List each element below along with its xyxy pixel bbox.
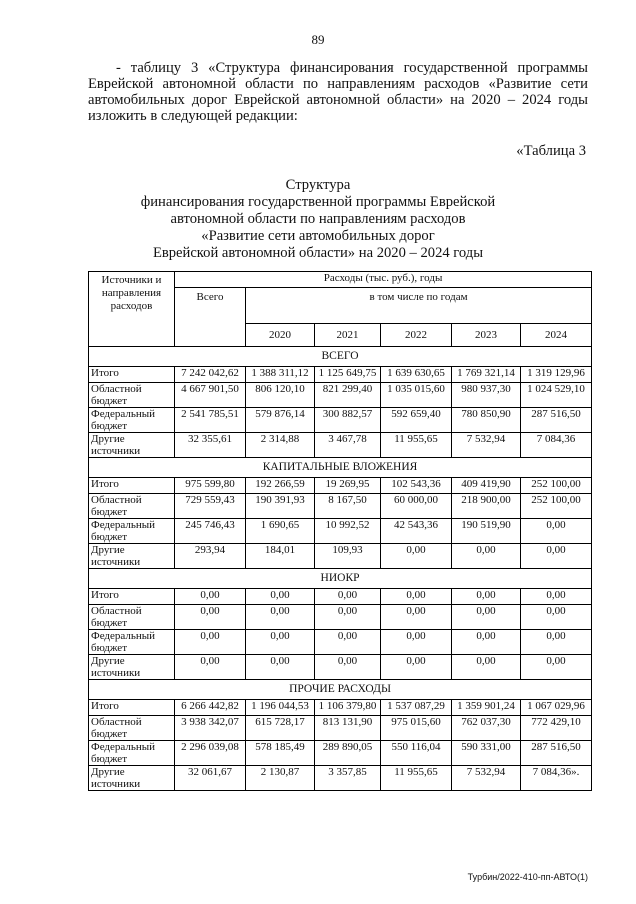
cell-value: 287 516,50 [521, 741, 592, 766]
table-title [0, 177, 636, 262]
cell-value: 1 639 630,65 [381, 367, 452, 383]
cell-value: 0,00 [315, 605, 381, 630]
cell-value: 0,00 [452, 605, 521, 630]
cell-value: 190 391,93 [246, 494, 315, 519]
cell-value: 10 992,52 [315, 519, 381, 544]
cell-value: 6 266 442,82 [175, 700, 246, 716]
table-row [89, 741, 592, 766]
table-row [89, 494, 592, 519]
cell-value: 1 319 129,96 [521, 367, 592, 383]
section-title: ВСЕГО [89, 347, 592, 367]
row-label: Другие источники [89, 766, 175, 791]
cell-value: 0,00 [381, 544, 452, 569]
cell-value: 1 690,65 [246, 519, 315, 544]
header-year: 2021 [315, 324, 381, 347]
cell-value: 1 537 087,29 [381, 700, 452, 716]
cell-value: 0,00 [246, 605, 315, 630]
row-label: Областной бюджет [89, 605, 175, 630]
cell-value: 806 120,10 [246, 383, 315, 408]
cell-value: 0,00 [315, 630, 381, 655]
cell-value: 729 559,43 [175, 494, 246, 519]
table-row [89, 433, 592, 458]
row-label: Другие источники [89, 433, 175, 458]
cell-value: 0,00 [452, 655, 521, 680]
cell-value: 550 116,04 [381, 741, 452, 766]
cell-value: 590 331,00 [452, 741, 521, 766]
cell-value: 0,00 [381, 630, 452, 655]
cell-value: 975 015,60 [381, 716, 452, 741]
cell-value: 0,00 [521, 630, 592, 655]
cell-value: 592 659,40 [381, 408, 452, 433]
cell-value: 0,00 [521, 519, 592, 544]
cell-value: 1 125 649,75 [315, 367, 381, 383]
cell-value: 0,00 [521, 655, 592, 680]
cell-value: 0,00 [381, 605, 452, 630]
header-by-years: в том числе по годам [246, 288, 592, 324]
row-label: Федеральный бюджет [89, 408, 175, 433]
cell-value: 0,00 [175, 655, 246, 680]
table-row [89, 605, 592, 630]
section-title: ПРОЧИЕ РАСХОДЫ [89, 680, 592, 700]
header-sources: Источники и направления расходов [89, 272, 175, 347]
row-label: Итого [89, 367, 175, 383]
footer-doc-id: Турбин/2022-410-пп-АВТО(1) [467, 872, 588, 882]
table-row [89, 478, 592, 494]
row-label: Федеральный бюджет [89, 741, 175, 766]
cell-value: 0,00 [521, 544, 592, 569]
cell-value: 578 185,49 [246, 741, 315, 766]
row-label: Федеральный бюджет [89, 630, 175, 655]
cell-value: 3 938 342,07 [175, 716, 246, 741]
cell-value: 252 100,00 [521, 494, 592, 519]
cell-value: 762 037,30 [452, 716, 521, 741]
row-label: Итого [89, 589, 175, 605]
cell-value: 2 296 039,08 [175, 741, 246, 766]
cell-value: 1 067 029,96 [521, 700, 592, 716]
section-row [89, 458, 592, 478]
cell-value: 1 024 529,10 [521, 383, 592, 408]
cell-value: 7 532,94 [452, 766, 521, 791]
financing-table [88, 271, 592, 791]
section-row [89, 347, 592, 367]
section-row [89, 569, 592, 589]
cell-value: 579 876,14 [246, 408, 315, 433]
cell-value: 1 769 321,14 [452, 367, 521, 383]
table-row [89, 367, 592, 383]
cell-value: 1 106 379,80 [315, 700, 381, 716]
cell-value: 3 467,78 [315, 433, 381, 458]
cell-value: 980 937,30 [452, 383, 521, 408]
cell-value: 0,00 [521, 589, 592, 605]
cell-value: 1 035 015,60 [381, 383, 452, 408]
cell-value: 0,00 [246, 589, 315, 605]
cell-value: 11 955,65 [381, 433, 452, 458]
cell-value: 289 890,05 [315, 741, 381, 766]
cell-value: 2 541 785,51 [175, 408, 246, 433]
cell-value: 0,00 [246, 655, 315, 680]
cell-value: 0,00 [175, 589, 246, 605]
header-expenses: Расходы (тыс. руб.), годы [175, 272, 592, 288]
row-label: Областной бюджет [89, 716, 175, 741]
header-year: 2022 [381, 324, 452, 347]
cell-value: 0,00 [381, 655, 452, 680]
cell-value: 0,00 [452, 630, 521, 655]
cell-value: 42 543,36 [381, 519, 452, 544]
row-label: Итого [89, 478, 175, 494]
row-label: Другие источники [89, 544, 175, 569]
table-row [89, 544, 592, 569]
title-line: Структура [285, 177, 351, 193]
cell-value: 0,00 [315, 655, 381, 680]
cell-value: 2 314,88 [246, 433, 315, 458]
cell-value: 11 955,65 [381, 766, 452, 791]
title-line: автономной области по направлениям расходов [170, 211, 466, 227]
cell-value: 8 167,50 [315, 494, 381, 519]
cell-value: 615 728,17 [246, 716, 315, 741]
cell-value: 2 130,87 [246, 766, 315, 791]
page-number: 89 [311, 32, 325, 47]
header-year: 2024 [521, 324, 592, 347]
cell-value: 109,93 [315, 544, 381, 569]
section-title: НИОКР [89, 569, 592, 589]
cell-value: 32 355,61 [175, 433, 246, 458]
table-row [89, 630, 592, 655]
intro-paragraph: - таблицу 3 «Структура финансирования государственной программы Еврейской автономной области по направлениям расходов «Развитие сети автомобильных дорог Еврейской автономной области» на 2020 – 2024 годы изложить в следующей редакции: [88, 60, 588, 124]
cell-value: 1 359 901,24 [452, 700, 521, 716]
title-line: финансирования государственной программы Еврейской [140, 194, 496, 210]
cell-value: 7 084,36». [521, 766, 592, 791]
cell-value: 409 419,90 [452, 478, 521, 494]
cell-value: 293,94 [175, 544, 246, 569]
cell-value: 1 388 311,12 [246, 367, 315, 383]
table-row [89, 589, 592, 605]
cell-value: 0,00 [521, 605, 592, 630]
table-row [89, 716, 592, 741]
header-year: 2020 [246, 324, 315, 347]
table-row [89, 383, 592, 408]
title-line: «Развитие сети автомобильных дорог [201, 228, 435, 244]
cell-value: 102 543,36 [381, 478, 452, 494]
cell-value: 7 532,94 [452, 433, 521, 458]
cell-value: 19 269,95 [315, 478, 381, 494]
cell-value: 0,00 [315, 589, 381, 605]
table-row [89, 519, 592, 544]
section-title: КАПИТАЛЬНЫЕ ВЛОЖЕНИЯ [89, 458, 592, 478]
cell-value: 192 266,59 [246, 478, 315, 494]
cell-value: 0,00 [175, 630, 246, 655]
header-total: Всего [175, 288, 246, 347]
cell-value: 7 084,36 [521, 433, 592, 458]
title-line: Еврейской автономной области» на 2020 – 2024 годы [152, 245, 484, 261]
cell-value: 0,00 [452, 544, 521, 569]
row-label: Областной бюджет [89, 494, 175, 519]
cell-value: 184,01 [246, 544, 315, 569]
cell-value: 300 882,57 [315, 408, 381, 433]
cell-value: 0,00 [452, 589, 521, 605]
row-label: Другие источники [89, 655, 175, 680]
cell-value: 4 667 901,50 [175, 383, 246, 408]
row-label: Итого [89, 700, 175, 716]
cell-value: 3 357,85 [315, 766, 381, 791]
cell-value: 7 242 042,62 [175, 367, 246, 383]
cell-value: 1 196 044,53 [246, 700, 315, 716]
table-row [89, 408, 592, 433]
table-row [89, 700, 592, 716]
table-label: «Таблица 3 [516, 143, 586, 159]
cell-value: 32 061,67 [175, 766, 246, 791]
cell-value: 252 100,00 [521, 478, 592, 494]
cell-value: 287 516,50 [521, 408, 592, 433]
cell-value: 218 900,00 [452, 494, 521, 519]
cell-value: 772 429,10 [521, 716, 592, 741]
cell-value: 190 519,90 [452, 519, 521, 544]
cell-value: 245 746,43 [175, 519, 246, 544]
table-row [89, 766, 592, 791]
section-row [89, 680, 592, 700]
cell-value: 780 850,90 [452, 408, 521, 433]
cell-value: 975 599,80 [175, 478, 246, 494]
cell-value: 0,00 [381, 589, 452, 605]
table-row [89, 655, 592, 680]
cell-value: 813 131,90 [315, 716, 381, 741]
table-body [89, 347, 592, 791]
cell-value: 821 299,40 [315, 383, 381, 408]
row-label: Областной бюджет [89, 383, 175, 408]
cell-value: 0,00 [246, 630, 315, 655]
cell-value: 0,00 [175, 605, 246, 630]
cell-value: 60 000,00 [381, 494, 452, 519]
header-year: 2023 [452, 324, 521, 347]
row-label: Федеральный бюджет [89, 519, 175, 544]
